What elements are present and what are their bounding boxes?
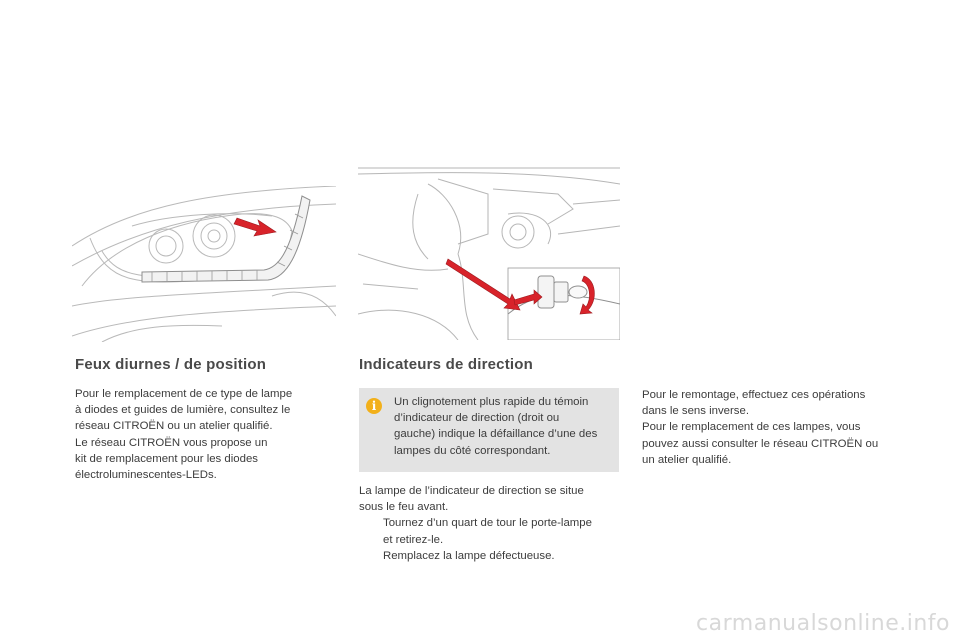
text-line: gauche) indique la défaillance d’une des (394, 428, 598, 441)
text-line: Pour le remplacement de ces lampes, vous (642, 421, 861, 434)
text-line: Le réseau CITROËN vous propose un (75, 436, 268, 449)
daytime-lights-text (75, 386, 330, 483)
watermark: carmanualsonline.info (696, 611, 950, 636)
text-line: sous le feu avant. (359, 501, 449, 514)
text-line: Tournez d’un quart de tour le porte-lampe (383, 517, 592, 530)
list-item (359, 548, 621, 564)
text-line: Remplacez la lampe défectueuse. (383, 549, 555, 562)
text-line: dans le sens inverse. (642, 405, 750, 418)
daytime-light-illustration (72, 186, 336, 342)
info-text (394, 394, 616, 459)
info-icon: i (366, 398, 382, 414)
text-line: électroluminescentes-LEDs. (75, 469, 217, 482)
text-line: Pour le remplacement de ce type de lampe (75, 388, 293, 400)
bullet-icon (359, 548, 383, 564)
section-title-daytime-lights: Feux diurnes / de position (75, 356, 267, 373)
text-line: réseau CITROËN ou un atelier qualifié. (75, 420, 273, 433)
list-item (359, 515, 621, 547)
bullet-icon (359, 515, 383, 547)
text-line: pouvez aussi consulter le réseau CITROËN ou (642, 437, 879, 450)
reassembly-text (642, 387, 904, 468)
info-box (359, 388, 619, 472)
text-line: lampes du côté correspondant. (394, 444, 551, 457)
text-line: à diodes et guides de lumière, consultez le (75, 404, 291, 417)
text-line: La lampe de l’indicateur de direction se situe (359, 485, 584, 497)
text-line: et retirez-le. (383, 533, 444, 546)
red-arrow-icon (234, 218, 276, 236)
text-line: Un clignotement plus rapide du témoin (394, 396, 589, 408)
section-title-direction-indicators: Indicateurs de direction (359, 356, 534, 373)
text-line: Pour le remontage, effectuez ces opérations (642, 389, 866, 401)
direction-indicator-text (359, 483, 621, 564)
text-line: kit de remplacement pour les diodes (75, 452, 258, 465)
text-line: un atelier qualifié. (642, 453, 732, 466)
text-line: d’indicateur de direction (droit ou (394, 412, 560, 425)
turn-signal-illustration (358, 164, 620, 340)
